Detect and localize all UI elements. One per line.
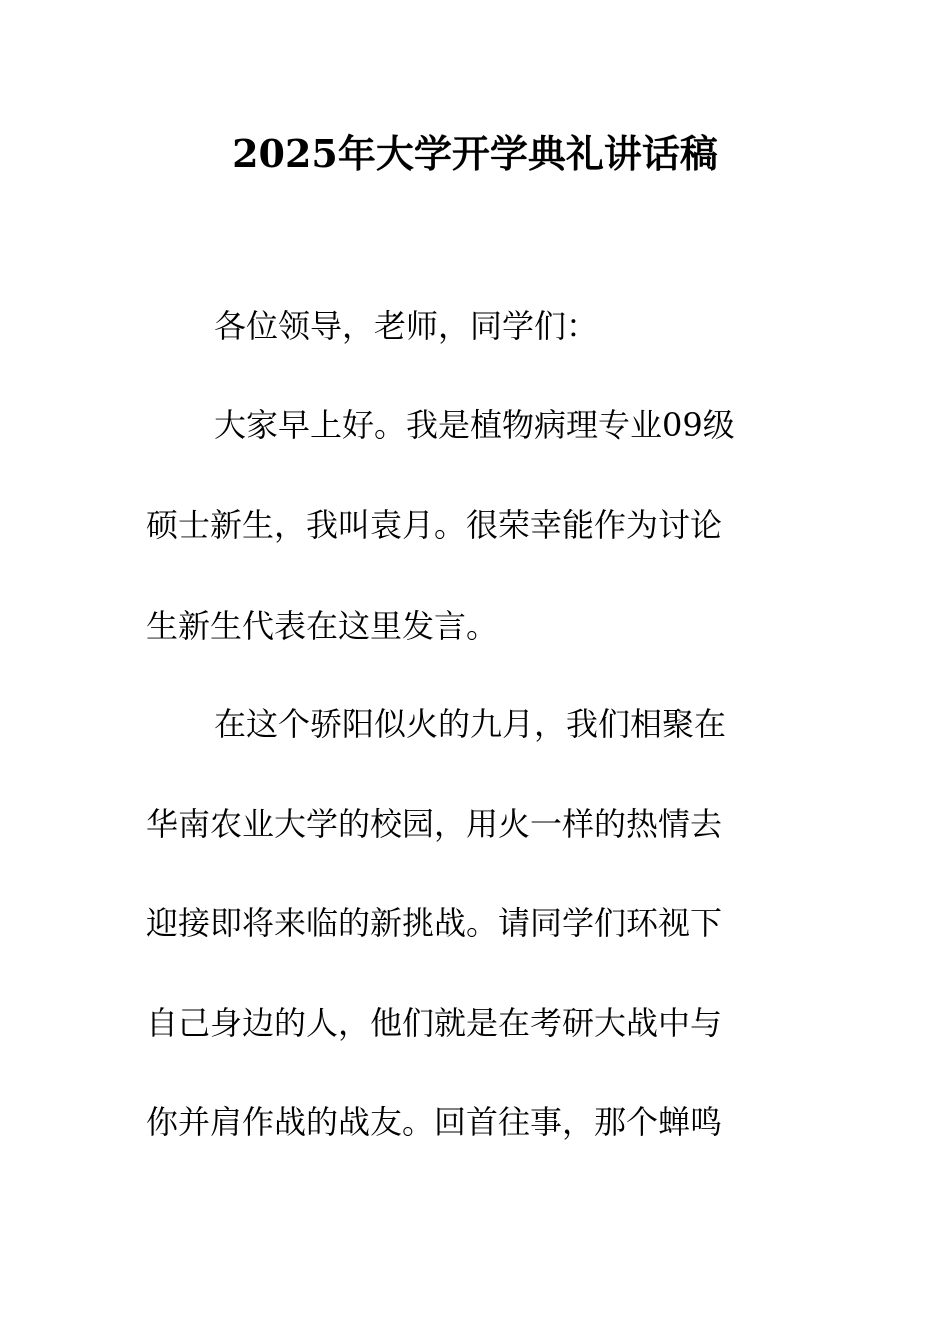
salutation-line: 各位领导，老师，同学们： — [214, 307, 599, 345]
body-line: 硕士新生，我叫袁月。很荣幸能作为讨论 — [146, 506, 723, 544]
body-line: 生新生代表在这里发言。 — [146, 607, 499, 645]
body-line: 大家早上好。我是植物病理专业09级 — [214, 406, 735, 444]
body-line: 华南农业大学的校园，用火一样的热情去 — [146, 805, 723, 843]
body-line: 自己身边的人，他们就是在考研大战中与 — [146, 1004, 723, 1042]
document-title: 2025年大学开学典礼讲话稿 — [232, 131, 718, 176]
body-line: 在这个骄阳似火的九月，我们相聚在 — [214, 705, 727, 743]
body-line: 你并肩作战的战友。回首往事，那个蝉鸣 — [146, 1103, 723, 1141]
body-line: 迎接即将来临的新挑战。请同学们环视下 — [146, 904, 723, 942]
